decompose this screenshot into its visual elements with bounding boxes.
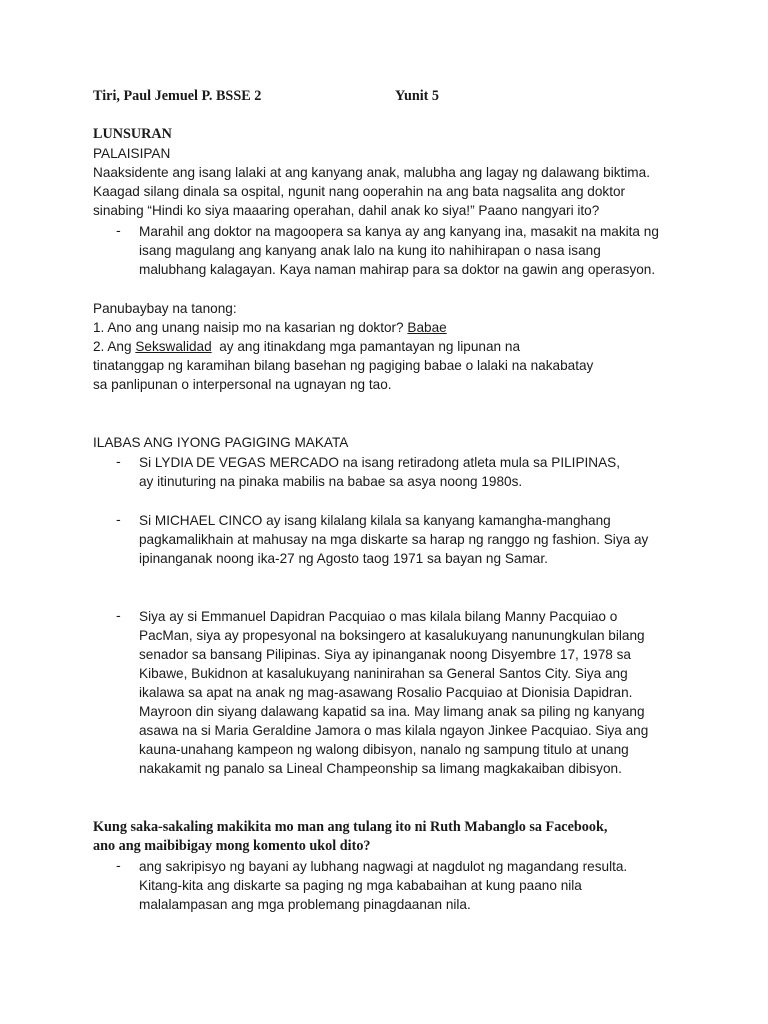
comment-question: Kung saka-sakaling makikita mo man ang tulang ito ni Ruth Mabanglo sa Facebook, bbox=[93, 819, 608, 835]
ilabas-item-line: pagkamalikhain at mahusay na mga diskarte sa harap ng ranggo ng fashion. Siya ay bbox=[139, 532, 649, 547]
ilabas-item-line: Kibawe, Bukidnon at kasalukuyang naninirahan sa General Santos City. Siya ang bbox=[139, 666, 628, 681]
answer-line: Marahil ang doktor na magoopera sa kanya ay ang kanyang ina, masakit na makita ng bbox=[139, 224, 659, 239]
ilabas-item-line: Si MICHAEL CINCO ay isang kilalang kilala sa kanyang kamangha-manghang bbox=[139, 513, 611, 528]
question-1-answer: Babae bbox=[407, 320, 447, 335]
panubaybay-heading: Panubaybay na tanong: bbox=[93, 301, 237, 316]
ilabas-item-line: nakakamit ng panalo sa Lineal Champeonship sa limang magkakaiban dibisyon. bbox=[139, 761, 622, 776]
bullet-dash: - bbox=[116, 454, 121, 470]
question-2-prefix: 2. Ang bbox=[93, 339, 136, 354]
question-2-term: Sekswalidad bbox=[135, 339, 212, 354]
question-2-line: sa panlipunan o interpersonal na ugnayan ng tao. bbox=[93, 377, 392, 392]
answer-line: malubhang kalagayan. Kaya naman mahirap para sa doktor na gawin ang operasyon. bbox=[139, 262, 656, 277]
ilabas-item-line: Mayroon din siyang dalawang kapatid sa ina. May limang anak sa piling ng kanyang bbox=[139, 704, 645, 719]
question-2 bbox=[93, 337, 520, 356]
student-header bbox=[93, 87, 261, 106]
comment-answer-line: malalampasan ang mga problemang pinagdaanan nila. bbox=[139, 897, 471, 912]
ilabas-item-line: ipinanganak noong ika-27 ng Agosto taog 1971 sa bayan ng Samar. bbox=[139, 551, 548, 566]
question-1 bbox=[93, 318, 447, 337]
student-name: Tiri, Paul Jemuel P. BSSE 2 bbox=[93, 88, 262, 104]
puzzle-line: sinabing “Hindi ko siya maaaring operahan, dahil anak ko siya!” Paano nangyari ito? bbox=[93, 203, 600, 218]
ilabas-item-line: Siya ay si Emmanuel Dapidran Pacquiao o mas kilala bilang Manny Pacquiao o bbox=[139, 609, 618, 624]
bullet-dash: - bbox=[116, 512, 121, 528]
ilabas-item-line: PacMan, siya ay propesyonal na boksingero at kasalukuyang nanunungkulan bilang bbox=[139, 628, 645, 643]
ilabas-item-line: Si LYDIA DE VEGAS MERCADO na isang retiradong atleta mula sa PILIPINAS, bbox=[139, 455, 621, 470]
comment-answer-line: ang sakripisyo ng bayani ay lubhang nagwagi at nagdulot ng magandang resulta. bbox=[139, 859, 628, 874]
lunsuran-heading: LUNSURAN bbox=[93, 126, 172, 142]
ilabas-heading: ILABAS ANG IYONG PAGIGING MAKATA bbox=[93, 435, 349, 450]
unit-label: Yunit 5 bbox=[395, 88, 440, 104]
bullet-dash: - bbox=[116, 858, 121, 874]
bullet-dash: - bbox=[116, 223, 121, 239]
comment-answer-line: Kitang-kita ang diskarte sa paging ng mga kababaihan at kung paano nila bbox=[139, 878, 582, 893]
puzzle-line: Naaksidente ang isang lalaki at ang kanyang anak, malubha ang lagay ng dalawang biktima. bbox=[93, 165, 650, 180]
question-2-line: tinatanggap ng karamihan bilang basehan ng pagiging babae o lalaki na nakabatay bbox=[93, 358, 594, 373]
comment-question: ano ang maibibigay mong komento ukol dito? bbox=[93, 838, 371, 854]
ilabas-item-line: senador sa bansang Pilipinas. Siya ay ipinanganak noong Disyembre 17, 1978 sa bbox=[139, 647, 631, 662]
ilabas-item-line: kauna-unahang kampeon ng walong dibisyon, nanalo ng sampung titulo at unang bbox=[139, 742, 629, 757]
ilabas-item-line: ikalawa sa apat na anak ng mag-asawang Rosalio Pacquiao at Dionisia Dapidran. bbox=[139, 685, 633, 700]
answer-line: isang magulang ang kanyang anak lalo na kung ito nahihirapan o nasa isang bbox=[139, 243, 601, 258]
ilabas-item-line: asawa na si Maria Geraldine Jamora o mas kilala ngayon Jinkee Pacquiao. Siya ang bbox=[139, 723, 649, 738]
question-2-rest: ay ang itinakdang mga pamantayan ng lipunan na bbox=[211, 339, 521, 354]
question-1-text: 1. Ano ang unang naisip mo na kasarian ng doktor? bbox=[93, 320, 408, 335]
puzzle-line: Kaagad silang dinala sa ospital, ngunit nang ooperahin na ang bata nagsalita ang doktor bbox=[93, 184, 626, 199]
bullet-dash: - bbox=[116, 608, 121, 624]
palaisipan-heading: PALAISIPAN bbox=[93, 146, 171, 161]
ilabas-item-line: ay itinuturing na pinaka mabilis na babae sa asya noong 1980s. bbox=[139, 474, 523, 489]
